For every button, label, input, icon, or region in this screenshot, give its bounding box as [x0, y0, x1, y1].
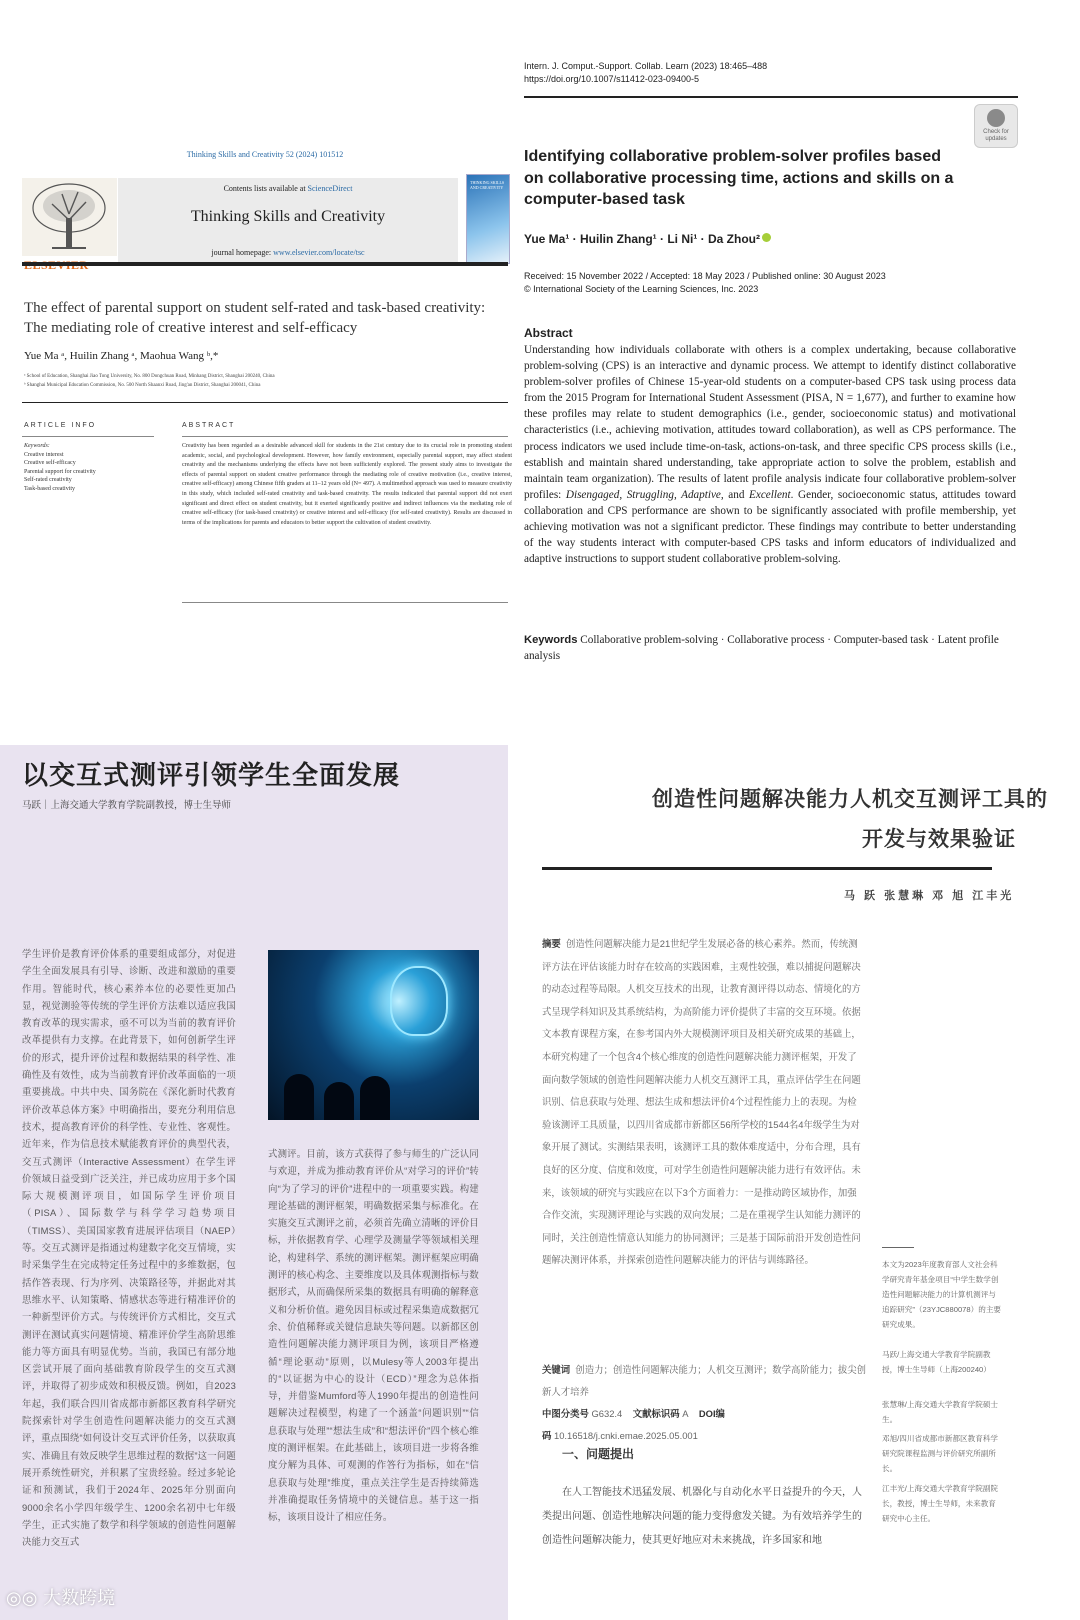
journal-reference	[524, 60, 767, 86]
check-for-updates-button[interactable]	[974, 104, 1018, 148]
keyword: Creative self-efficacy	[24, 460, 76, 466]
abstract-text: 摘要 创造性问题解决能力是21世纪学生发展必备的核心素养。然而，传统测评方法在评估该能力时存在较高的实践困难，主观性较强，难以捕捉问题解决的动态过程等局限。人机交互技术的出现，让教育测评得以动态、情境化的方式呈现学科知识及其系统结构，为高阶能力评价提供了丰富的交互环境。依据文本教育课程方案，在参考国内外大规模测评项目及相关研究成果的基础上，本研究构建了一个包含4个核心维度的创造性问题解决能力测评框架，开发了面向数学领域的创造性问题解决能力人机交互测评工具，重点评估学生在问题识别、信息获取与处理、想法生成和想法评价4个过程性能力上的表现。为检验该测评工具质量，以四川省成都市新都区56所学校的1544名4年级学生为对象开展了测试。实测结果表明，该测评工具的数体难度适中，分布合理，具有良好的区分度、信度和效度，可对学生创造性问题解决能力进行有效评估。未来，该领域的研究与实践应在以下3个方面着力：一是推动跨区域协作，加强合作交流，实现测评理论与实践的双向发展；二是在重视学生认知能力测评的同时，关注创造性情意认知能力的协同测评；三是基于国际前沿开发创造性问题解决测评体系，并探索创造性问题解决能力的评估与训练路径。	[542, 938, 861, 1266]
divider	[182, 602, 508, 603]
abstract-heading: ABSTRACT	[182, 422, 236, 429]
affiliation: ᵇ Shanghai Municipal Education Commission, No. 500 North Shaanxi Road, Jing'an District, Shanghai 200041, China	[24, 383, 261, 388]
keyword: Parental support for creativity	[24, 468, 96, 475]
keyword: Self-rated creativity	[24, 477, 72, 483]
footnote-rule	[882, 1247, 914, 1248]
citation: Intern. J. Comput.-Support. Collab. Learn (2023) 18:465–488	[524, 61, 768, 71]
affiliation: ᵃ School of Education, Shanghai Jiao Tong University, No. 800 Dongchuan Road, Minhang District, Shanghai 200240, China	[24, 374, 275, 379]
header-rule	[22, 262, 508, 266]
journal-cover-image	[466, 174, 510, 264]
contents-line: Contents lists available at ScienceDirect	[223, 184, 353, 193]
badge-label: Check for updates	[983, 129, 1009, 142]
article-info-heading: ARTICLE INFO	[24, 422, 97, 429]
cover-title: THINKING SKILLS AND CREATIVITY	[470, 180, 505, 190]
ai-illustration-image	[268, 950, 479, 1120]
footnote: 张慧琳/上海交通大学教育学院硕士生。	[882, 1400, 999, 1424]
divider	[22, 402, 508, 403]
abstract-text: Understanding how individuals collaborate with others is a complex undertaking, because collaborative problem-solving (CPS) is an interactive and dynamic process. We attempt to identify distinct collaborative problem-solver profiles of Chinese 15-year-old students on a computer-based CPS task using process data from the 2015 Program for International Student Assessment (PISA, N = 1,677), and further to examine how these profiles may relate to student demographics (i.e., gender, socioeconomic status) and motivational characteristics (i.e., achieving motivation, attitudes toward collaboration), as well as CPS performance. The process indicators we used include time-on-task, actions-on-task, and three specific CPS process skills (i.e., establish and maintain shared understanding, take appropriate action to solve the problem, establish and maintain team organization). The results of latent profile analysis indicate four collaborative problem-solver profiles: Disengaged, Struggling, Adaptive, and Excellent. Gender, socioeconomic status, attitudes toward collaboration and CPS performance are shown to be significantly associated with profile membership, yet achieving motivation was not a significant predictor. These findings may contribute to better understanding of the way students interact with computer-based CPS tasks and inform educators of individualized and adaptive instructions to support student collaborative problem-solving.	[524, 344, 1016, 566]
classification-line: 中图分类号 G632.4 文献标识码 A DOI编码 10.16518/j.cnki.emae.2025.05.001	[542, 1408, 725, 1441]
keywords-list	[24, 442, 152, 493]
article-title: Identifying collaborative problem-solver profiles based on collaborative processing time, actions and skills on a computer-based task	[524, 148, 954, 208]
title-rule	[542, 867, 992, 870]
journal-title: Thinking Skills and Creativity	[190, 208, 386, 225]
abstract-text: Creativity has been regarded as a desirable advanced skill for students in the 21st century due to its crucial role in promoting student academic, social, and psychological development. However, how family environment, especially parental support, may affect student creativity and the mechanisms underlying the effects have not been sufficiently explored. The present study aims to investigate the effects of parental support on student creative performance through the mediating role of creative motivation (i.e., creative interest, creative self-efficacy) among Chinese fifth graders at 11–12 years old (N= 497). A multimethod approach was used to measure creativity in this study, which included self-rated creativity and task-based creativity. The results indicated that parental support did not exert significant and direct effect on student creativity, but it exerted significantly positive and indirect influences via the mediating role of creative self-efficacy (for task-based creativity) or creative interest and self-efficacy (for self-rated creativity). Results are discussed in terms of the implications for parents and educators to better support the cultivation of student creativity.	[182, 443, 512, 526]
article-title: The effect of parental support on student self-rated and task-based creativity: The mediating role of creative interest and self-efficacy	[24, 300, 486, 336]
column-right: 式测评。目前，该方式获得了参与师生的广泛认同与欢迎，并成为推动教育评价从“对学习的评价”转向“为了学习的评价”进程中的一项重要实践。构建理论基础的测评框架，明确数据采集与标准化。在实施交互式测评之前，必须首先确立清晰的评价目标，并依据教育学、心理学及测量学等领域相关理论，构建科学、系统的测评框架。测评框架应明确测评的核心构念、主要维度以及具体观测指标与数据形式，从而确保所采集的数据具有明确的解释意义和分析价值。避免因目标或过程采集造成数据冗余、价值稀释或关键信息缺失等问题。以新都区创造性问题解决能力测评项目为例，该项目严格遵循“理论驱动”原则，以Mulesy等人2003年提出的“以证据为中心的设计（ECD）”理念为总体指导，并借鉴Mumford等人1990年提出的创造性问题解决过程模型，构建了一个涵盖“问题识别”“信息获取与处理”“想法生成”和“想法评价”四个核心维度的测评框架。在此基础上，该项目进一步将各维度分解为具体、可观测的作答行为指标，如在“信息获取与处理”维度，重点关注学生是否持续筛选并准确提取任务情境中的关键信息。基于这一指标，该项目设计了相应任务。	[268, 1148, 479, 1523]
journal-header-box	[118, 178, 458, 264]
article-metadata	[542, 1359, 872, 1447]
footnote: 邓旭/四川省成都市新都区教育科学研究院课程监测与评价研究所副所长。	[882, 1434, 999, 1473]
sciencedirect-link[interactable]: ScienceDirect	[307, 184, 353, 193]
keywords-label: Keywords	[524, 634, 578, 646]
header-rule	[524, 96, 1018, 98]
column-left: 学生评价是教育评价体系的重要组成部分，对促进学生全面发展具有引导、诊断、改进和激励的重要作用。智能时代，核心素养本位的必要性更加凸显，视觉测验等传统的学生评价方法难以适应我国教育改革的现实需求，亟不可以为当前的教育评价改革提供有力支撑。在此背景下，如何创新学生评价的形式，提升评价过程和数据结果的科学性、准确性及有效性，成为当前教育评价改革面临的一项重要挑战。中共中央、国务院在《深化新时代教育评价改革总体方案》中明确指出，要充分利用信息技术，提高教育评价的科学性、专业性、客观性。近年来，作为信息技术赋能教育评价的典型代表，交互式测评（Interactive Assessment）在学生评价领域日益受到广泛关注，并已成功应用于多个国际大规模测评项目，如国际学生评价项目（PISA）、国际数学与科学学习趋势项目（TIMSS）、美国国家教育进展评估项目（NAEP）等。交互式测评是指通过构建数字化交互情境，实时采集学生在完成特定任务过程中的多维数据，包括作答表现、行为序列、决策路径等，并据此对其思维水平、认知策略、情感状态等进行精准评价的一种新型评价方式。与传统评价方式相比，交互式测评在测试真实问题情境、精准评价学生高阶思维能力等方面具有明显优势。当前，我国已有部分地区尝试开展了面向基础教育阶段学生的交互式测评，并取得了初步成效和积极反馈。例如，自2023年起，我们联合四川省成都市新都区教育科学研究院探索针对学生创造性问题解决能力的交互式测评，重点围绕“如何设计交互式评价任务，以获取真实、准确且有效反映学生思维过程的数据”这一问题展开系统性研究，并积累了宝贵经验。经过多轮论证和预测试，我们于2024年、2025年分别面向9000余名小学四年级学生、1200余名初中七年级学生，正式实施了数学和科学领域的创造性问题解决能力交互式	[22, 948, 236, 1548]
author-byline: 马跃｜上海交通大学教育学院副教授，博士生导师	[22, 800, 232, 811]
keywords-line	[524, 632, 1016, 664]
abstract-heading: Abstract	[524, 326, 573, 340]
doi-link[interactable]: 10.16518/j.cnki.emae.2025.05.001	[554, 1430, 698, 1441]
journal-reference[interactable]: Thinking Skills and Creativity 52 (2024) 101512	[186, 150, 344, 159]
paper-elsevier	[22, 140, 512, 610]
silhouette-shape	[360, 1076, 390, 1120]
footnote: 江丰光/上海交通大学教育学院副院长，教授，博士生导师，未来教育研究中心主任。	[882, 1484, 999, 1523]
watermark: ◎◎ 大数跨境	[6, 1588, 116, 1609]
footnote: 马跃/上海交通大学教育学院副教授，博士生导师（上海200240）	[882, 1350, 991, 1374]
chinese-research-paper	[512, 745, 1080, 1620]
divider	[22, 436, 154, 437]
author-list: Yue Ma ᵃ, Huilin Zhang ᵃ, Maohua Wang ᵇ,*	[24, 350, 219, 362]
orcid-icon[interactable]	[762, 233, 771, 242]
update-icon	[987, 109, 1005, 127]
abstract-label: 摘要	[542, 938, 561, 949]
homepage-link[interactable]: www.elsevier.com/locate/tsc	[273, 248, 365, 257]
watermark-logo-icon: ◎◎	[6, 1588, 44, 1609]
title-line-2: 开发与效果验证	[862, 828, 1016, 851]
title-line-1: 创造性问题解决能力人机交互测评工具的	[652, 788, 1048, 811]
dates-line: Received: 15 November 2022 / Accepted: 18 May 2023 / Published online: 30 August 2023	[524, 271, 886, 281]
author-list: Yue Ma¹ · Huilin Zhang¹ · Li Ni¹ · Da Zhou²	[524, 232, 771, 246]
keywords-line: 关键词 创造力；创造性问题解决能力；人机交互测评；数学高阶能力；拔尖创新人才培养	[542, 1364, 866, 1397]
silhouette-shape	[324, 1082, 354, 1120]
copyright-line: © International Society of the Learning Sciences, Inc. 2023	[524, 284, 759, 294]
article-title: 以交互式测评引领学生全面发展	[22, 760, 401, 790]
keywords-text: Collaborative problem-solving · Collaborative process · Computer-based task · Latent profile analysis	[524, 634, 999, 662]
keywords-label: Keywords:	[24, 443, 50, 449]
divider	[182, 436, 508, 437]
doi-link[interactable]: https://doi.org/10.1007/s11412-023-09400-5	[524, 74, 699, 84]
author-list: 马 跃 张慧琳 邓 旭 江丰光	[844, 890, 1015, 902]
section-heading: 一、问题提出	[562, 1447, 635, 1461]
keyword: Creative interest	[24, 451, 64, 458]
hologram-head-shape	[390, 966, 448, 1036]
silhouette-shape	[284, 1074, 314, 1120]
publication-dates	[524, 270, 886, 296]
elsevier-tree-icon	[22, 178, 117, 256]
footnote: 本文为2023年度教育部人文社会科学研究青年基金项目“中学生数学创造性问题解决能力的计算机测评与追踪研究”（23YJC880078）的主要研究成果。	[882, 1260, 1002, 1329]
magazine-article	[0, 745, 508, 1620]
journal-homepage: journal homepage: www.elsevier.com/locate/tsc	[211, 248, 365, 257]
paper-springer	[524, 60, 1018, 680]
keyword: Task-based creativity	[24, 485, 76, 492]
body-text: 在人工智能技术迅猛发展、机器化与自动化水平日益提升的今天，人类提出问题、创造性地解决问题的能力变得愈发关键。为有效培养学生的创造性问题解决能力，使其更好地应对未来挑战，许多国家和地	[542, 1487, 862, 1546]
